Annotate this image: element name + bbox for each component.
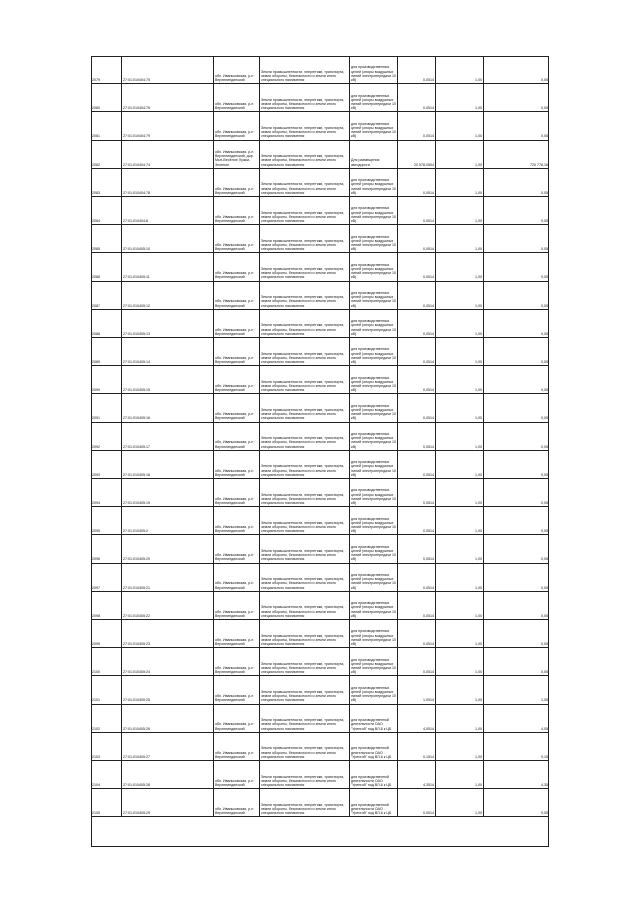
- land-category: Земли промышленности, энергетики, транспорта, земли обороны, безопасности и земли иного специального назначения: [259, 507, 349, 534]
- total-value: 0,05: [483, 507, 549, 534]
- coefficient-value: 1,00: [435, 366, 483, 393]
- area-value: 0,1514: [397, 733, 435, 760]
- table-row: [91, 564, 549, 592]
- row-number: 2092: [92, 444, 100, 449]
- address: обл. Иваньковская, р-н Верхнеиндинский: [213, 197, 259, 224]
- total-value: 0,05: [483, 394, 549, 421]
- cadastral-number: 27:01:010405:24: [121, 648, 213, 675]
- land-category: Земли промышленности, энергетики, транспорта, земли обороны, безопасности и земли иного специального назначения: [259, 648, 349, 675]
- row-number: 2105: [92, 811, 100, 816]
- row-number: 2104: [92, 782, 100, 787]
- permitted-use: для производственных целей (опоры воздушных линий электропередачи 10 кВ): [349, 648, 397, 675]
- table-row: [91, 197, 549, 225]
- row-number: 2091: [92, 416, 100, 421]
- total-value: 0,05: [483, 112, 549, 139]
- permitted-use: для производственных целей (опоры воздушных линий электропередачи 10 кВ): [349, 564, 397, 591]
- land-category: Земли промышленности, энергетики, транспорта, земли обороны, безопасности и земли иного специального назначения: [259, 592, 349, 619]
- coefficient-value: 1,00: [435, 56, 483, 83]
- permitted-use: для производственных целей (опоры воздушных линий электропередачи 10 кВ): [349, 592, 397, 619]
- total-value: 0,15: [483, 733, 549, 760]
- table-row: [91, 366, 549, 394]
- permitted-use: для производственных целей (опоры воздушных линий электропередачи 10 кВ): [349, 197, 397, 224]
- coefficient-value: 1,00: [435, 451, 483, 478]
- row-number: 2082: [92, 162, 100, 167]
- permitted-use: для производственной деятельности ОАО "Уренгой" под ВЛ-6 к ЦБ: [349, 789, 397, 816]
- coefficient-value: 1,00: [435, 394, 483, 421]
- land-category: Земли промышленности, энергетики, транспорта, земли обороны, безопасности и земли иного специального назначения: [259, 789, 349, 816]
- coefficient-value: 1,00: [435, 169, 483, 196]
- row-number: 2090: [92, 388, 100, 393]
- cadastral-number: 27:01:010404:75: [121, 56, 213, 83]
- row-number: 2088: [92, 331, 100, 336]
- land-category: Земли промышленности, энергетики, транспорта, земли обороны, безопасности и земли иного специального назначения: [259, 56, 349, 83]
- table-row: [91, 423, 549, 451]
- coefficient-value: 1,00: [435, 282, 483, 309]
- total-value: 0,05: [483, 310, 549, 337]
- land-category: Земли промышленности, энергетики, транспорта, земли обороны, безопасности и земли иного специального назначения: [259, 564, 349, 591]
- permitted-use: для производственных целей (опоры воздушных линий электропередачи 10 кВ): [349, 479, 397, 506]
- area-value: 0,0514: [397, 84, 435, 111]
- cadastral-number: 27:01:010405:10: [121, 225, 213, 252]
- area-value: 0,0514: [397, 366, 435, 393]
- land-category: Земли промышленности, энергетики, транспорта, земли обороны, безопасности и земли иного специального назначения: [259, 225, 349, 252]
- total-value: 0,05: [483, 451, 549, 478]
- table-row: [91, 648, 549, 676]
- address: обл. Иваньковская, р-н Верхнеиндинский: [213, 282, 259, 309]
- area-value: 0,0514: [397, 479, 435, 506]
- cadastral-number: 27:01:010405:16: [121, 394, 213, 421]
- land-category: Земли промышленности, энергетики, транспорта, земли обороны, безопасности и земли иного специального назначения: [259, 479, 349, 506]
- row-number: 2094: [92, 500, 100, 505]
- address: обл. Иваньковская, р-н Верхнеиндинский: [213, 648, 259, 675]
- address: обл. Иваньковская, р-н Верхнеиндинский: [213, 507, 259, 534]
- total-value: 0,05: [483, 564, 549, 591]
- total-value: 0,05: [483, 84, 549, 111]
- total-value: 0,05: [483, 197, 549, 224]
- total-value: 4,05: [483, 705, 549, 732]
- area-value: 0,0514: [397, 564, 435, 591]
- area-value: 0,0514: [397, 592, 435, 619]
- permitted-use: для производственных целей (опоры воздушных линий электропередачи 10 кВ): [349, 535, 397, 562]
- cadastral-number: 27:01:010405:11: [121, 253, 213, 280]
- total-value: 0,05: [483, 56, 549, 83]
- cadastral-number: 27:01:010405:19: [121, 479, 213, 506]
- address: обл. Иваньковская, р-н Верхнеиндинский: [213, 451, 259, 478]
- address: обл. Иваньковская, р-н Верхнеиндинский: [213, 253, 259, 280]
- coefficient-value: 1,00: [435, 84, 483, 111]
- row-number: 2096: [92, 557, 100, 562]
- area-value: 0,0514: [397, 789, 435, 816]
- row-number: 2085: [92, 247, 100, 252]
- cadastral-number: 27:01:010404:8: [121, 197, 213, 224]
- address: обл. Иваньковская, р-н Верхнеиндинский: [213, 676, 259, 703]
- address: обл. Иваньковская, р-н Верхнеиндинский: [213, 56, 259, 83]
- cadastral-number: 27:01:010405:25: [121, 676, 213, 703]
- row-number: 2098: [92, 613, 100, 618]
- address: обл. Иваньковская, р-н Верхнеиндинский: [213, 225, 259, 252]
- address: обл. Иваньковская, р-н Верхнеиндинский: [213, 84, 259, 111]
- address: обл. Иваньковская, р-н Верхнеиндинский: [213, 310, 259, 337]
- land-category: Земли промышленности, энергетики, транспорта, земли обороны, безопасности и земли иного специального назначения: [259, 676, 349, 703]
- permitted-use: для производственных целей (опоры воздушных линий электропередачи 10 кВ): [349, 282, 397, 309]
- permitted-use: для производственной деятельности ОАО "Уренгой" под ВЛ-6 к ЦБ: [349, 761, 397, 788]
- table-row: [91, 676, 549, 704]
- land-category: Земли промышленности, энергетики, транспорта, земли обороны, безопасности и земли иного специального назначения: [259, 84, 349, 111]
- area-value: 0,0514: [397, 535, 435, 562]
- cadastral-number: 27:01:010405:26: [121, 705, 213, 732]
- area-value: 1,0514: [397, 676, 435, 703]
- row-number: 2079: [92, 77, 100, 82]
- table-row: [91, 310, 549, 338]
- total-value: 0,05: [483, 479, 549, 506]
- table-row: [91, 225, 549, 253]
- table-row: [91, 789, 549, 817]
- coefficient-value: 1,00: [435, 479, 483, 506]
- coefficient-value: 1,00: [435, 310, 483, 337]
- row-number: 2100: [92, 670, 100, 675]
- permitted-use: для производственных целей (опоры воздушных линий электропередачи 10 кВ): [349, 394, 397, 421]
- cadastral-number: 27:01:010405:20: [121, 535, 213, 562]
- cadastral-number: 27:01:010405:12: [121, 282, 213, 309]
- address: обл. Иваньковская, р-н Верхнеиндинский: [213, 423, 259, 450]
- total-value: 0,05: [483, 338, 549, 365]
- row-number: 2102: [92, 726, 100, 731]
- coefficient-value: 1,00: [435, 733, 483, 760]
- permitted-use: для производственных целей (опоры воздушных линий электропередачи 10 кВ): [349, 253, 397, 280]
- total-value: 0,05: [483, 225, 549, 252]
- table-row: [91, 282, 549, 310]
- cadastral-number: 27:01:010405:2: [121, 507, 213, 534]
- land-category: Земли промышленности, энергетики, транспорта, земли обороны, безопасности и земли иного специального назначения: [259, 423, 349, 450]
- address: обл. Иваньковская, р-н Верхнеиндинский: [213, 592, 259, 619]
- land-category: Земли промышленности, энергетики, транспорта, земли обороны, безопасности и земли иного специального назначения: [259, 282, 349, 309]
- land-category: Земли промышленности, энергетики, транспорта, земли обороны, безопасности и земли иного специального назначения: [259, 169, 349, 196]
- total-value: 0,05: [483, 253, 549, 280]
- area-value: 0,0514: [397, 507, 435, 534]
- coefficient-value: 1,00: [435, 676, 483, 703]
- coefficient-value: 1,00: [435, 592, 483, 619]
- permitted-use: для производственных целей (опоры воздушных линий электропередачи 10 кВ): [349, 169, 397, 196]
- total-value: 1,05: [483, 676, 549, 703]
- row-number: 2080: [92, 106, 100, 111]
- table-row: [91, 338, 549, 366]
- area-value: 0,0514: [397, 423, 435, 450]
- permitted-use: для производственных целей (опоры воздушных линий электропередачи 10 кВ): [349, 620, 397, 647]
- cadastral-number: 27:01:010405:14: [121, 338, 213, 365]
- address: обл. Иваньковская, р-н Верхнеиндинский: [213, 169, 259, 196]
- permitted-use: для производственной деятельности ОАО "Уренгой" под ВЛ-6 к ЦБ: [349, 705, 397, 732]
- coefficient-value: 1,00: [435, 564, 483, 591]
- table-row: [91, 761, 549, 789]
- cadastral-number: 27:01:010405:18: [121, 451, 213, 478]
- cadastral-number: 27:01:010405:29: [121, 789, 213, 816]
- cadastral-number: 27:01:010405:17: [121, 423, 213, 450]
- total-value: 0,05: [483, 789, 549, 816]
- area-value: 0,0514: [397, 56, 435, 83]
- total-value: 0,05: [483, 423, 549, 450]
- row-number: 2084: [92, 218, 100, 223]
- total-value: 0,05: [483, 169, 549, 196]
- table-row: [91, 141, 549, 169]
- land-category: Земли промышленности, энергетики, транспорта, земли обороны, безопасности и земли иного специального назначения: [259, 197, 349, 224]
- area-value: 0,0514: [397, 282, 435, 309]
- row-number: 2101: [92, 698, 100, 703]
- row-number: 2086: [92, 275, 100, 280]
- coefficient-value: 1,00: [435, 535, 483, 562]
- permitted-use: для производственных целей (опоры воздушных линий электропередачи 10 кВ): [349, 451, 397, 478]
- cadastral-number: 27:01:010405:21: [121, 564, 213, 591]
- coefficient-value: 1,00: [435, 253, 483, 280]
- table-row: [91, 253, 549, 281]
- coefficient-value: 1,00: [435, 225, 483, 252]
- permitted-use: для производственных целей (опоры воздушных линий электропередачи 10 кВ): [349, 676, 397, 703]
- address: обл. Иваньковская, р-н Верхнеиндинский: [213, 789, 259, 816]
- area-value: 0,0514: [397, 253, 435, 280]
- coefficient-value: 1,00: [435, 141, 483, 168]
- cadastral-number: 27:01:010405:15: [121, 366, 213, 393]
- area-value: 20 578,0504: [397, 141, 435, 168]
- permitted-use: для производственной деятельности ОАО "Уренгой" под ВЛ-6 к ЦБ: [349, 733, 397, 760]
- permitted-use: для производственных целей (опоры воздушных линий электропередачи 10 кВ): [349, 310, 397, 337]
- address: обл. Иваньковская, р-н Верхнеиндинский: [213, 112, 259, 139]
- total-value: 4,35: [483, 761, 549, 788]
- coefficient-value: 1,00: [435, 507, 483, 534]
- total-value: 0,05: [483, 282, 549, 309]
- table-row: [91, 84, 549, 112]
- area-value: 0,0514: [397, 310, 435, 337]
- table-row: [91, 705, 549, 733]
- area-value: 0,0514: [397, 338, 435, 365]
- address: обл. Иваньковская, р-н Верхнеиндинский: [213, 338, 259, 365]
- area-value: 0,0514: [397, 197, 435, 224]
- area-value: 4,3514: [397, 761, 435, 788]
- cadastral-number: 27:01:010405:22: [121, 592, 213, 619]
- table-row: [91, 451, 549, 479]
- total-value: 0,05: [483, 366, 549, 393]
- table-row: [91, 733, 549, 761]
- coefficient-value: 1,00: [435, 338, 483, 365]
- land-category: Земли промышленности, энергетики, транспорта, земли обороны, безопасности и земли иного специального назначения: [259, 733, 349, 760]
- row-number: 2095: [92, 529, 100, 534]
- table-row: [91, 169, 549, 197]
- coefficient-value: 1,00: [435, 112, 483, 139]
- coefficient-value: 1,00: [435, 197, 483, 224]
- address: обл. Иваньковская, р-н Верхнеиндинский: [213, 733, 259, 760]
- row-number: 2087: [92, 303, 100, 308]
- coefficient-value: 1,00: [435, 620, 483, 647]
- address: обл. Иваньковская, р-н Верхнеиндинский: [213, 535, 259, 562]
- land-category: Земли промышленности, энергетики, транспорта, земли обороны, безопасности и земли иного специального назначения: [259, 338, 349, 365]
- total-value: 720 778,16: [483, 141, 549, 168]
- land-category: Земли промышленности, энергетики, транспорта, земли обороны, безопасности и земли иного специального назначения: [259, 761, 349, 788]
- row-number: 2093: [92, 472, 100, 477]
- land-category: Земли промышленности, энергетики, транспорта, земли обороны, безопасности и земли иного специального назначения: [259, 141, 349, 168]
- total-value: 0,05: [483, 535, 549, 562]
- table-row: [91, 394, 549, 422]
- table-row: [91, 592, 549, 620]
- permitted-use: для производственных целей (опоры воздушных линий электропередачи 10 кВ): [349, 366, 397, 393]
- permitted-use: для производственных целей (опоры воздушных линий электропередачи 10 кВ): [349, 84, 397, 111]
- cadastral-number: 27:01:010405:13: [121, 310, 213, 337]
- coefficient-value: 1,00: [435, 423, 483, 450]
- area-value: 0,0514: [397, 394, 435, 421]
- address: обл. Иваньковская, р-н Верхнеиндинский: [213, 564, 259, 591]
- total-value: 0,05: [483, 620, 549, 647]
- permitted-use: для производственных целей (опоры воздушных линий электропередачи 10 кВ): [349, 338, 397, 365]
- address: обл. Иваньковская, р-н Верхнеиндинский: [213, 761, 259, 788]
- cadastral-number: 27:01:010405:27: [121, 733, 213, 760]
- permitted-use: для производственных целей (опоры воздушных линий электропередачи 10 кВ): [349, 507, 397, 534]
- cadastral-number: 27:01:010404:74: [121, 141, 213, 168]
- table-row: [91, 535, 549, 563]
- area-value: 0,0514: [397, 225, 435, 252]
- row-number: 2083: [92, 190, 100, 195]
- land-category: Земли промышленности, энергетики, транспорта, земли обороны, безопасности и земли иного специального назначения: [259, 705, 349, 732]
- table-row: [91, 479, 549, 507]
- table-row: [91, 56, 549, 84]
- area-value: 0,0514: [397, 451, 435, 478]
- land-category: Земли промышленности, энергетики, транспорта, земли обороны, безопасности и земли иного специального назначения: [259, 253, 349, 280]
- land-category: Земли промышленности, энергетики, транспорта, земли обороны, безопасности и земли иного специального назначения: [259, 366, 349, 393]
- area-value: 0,0514: [397, 620, 435, 647]
- permitted-use: для производственных целей (опоры воздушных линий электропередачи 10 кВ): [349, 56, 397, 83]
- cadastral-number: 27:01:010405:23: [121, 620, 213, 647]
- total-value: 0,05: [483, 592, 549, 619]
- permitted-use: для производственных целей (опоры воздушных линий электропередачи 10 кВ): [349, 225, 397, 252]
- address: обл. Иваньковская, р-н Верхнеиндинский: [213, 620, 259, 647]
- land-category: Земли промышленности, энергетики, транспорта, земли обороны, безопасности и земли иного специального назначения: [259, 310, 349, 337]
- cadastral-number: 27:01:010404:79: [121, 112, 213, 139]
- land-category: Земли промышленности, энергетики, транспорта, земли обороны, безопасности и земли иного специального назначения: [259, 535, 349, 562]
- permitted-use: для производственных целей (опоры воздушных линий электропередачи 10 кВ): [349, 112, 397, 139]
- land-category: Земли промышленности, энергетики, транспорта, земли обороны, безопасности и земли иного специального назначения: [259, 112, 349, 139]
- area-value: 0,0514: [397, 112, 435, 139]
- permitted-use: для производственных целей (опоры воздушных линий электропередачи 10 кВ): [349, 423, 397, 450]
- address: обл. Иваньковская, р-н Верхнеиндинский: [213, 394, 259, 421]
- address: обл. Иваньковская, р-н Верхнеиндинский: [213, 366, 259, 393]
- land-category: Земли промышленности, энергетики, транспорта, земли обороны, безопасности и земли иного специального назначения: [259, 451, 349, 478]
- coefficient-value: 1,00: [435, 761, 483, 788]
- row-number: 2081: [92, 134, 100, 139]
- coefficient-value: 1,00: [435, 789, 483, 816]
- address: обл. Иваньковская, р-н Верхнеиндинский, дор. Мыт-Весёлое Лужки-Зеленое: [213, 141, 259, 168]
- area-value: 4,0514: [397, 705, 435, 732]
- area-value: 0,0514: [397, 169, 435, 196]
- cadastral-number: 27:01:010404:78: [121, 169, 213, 196]
- row-number: 2103: [92, 754, 100, 759]
- row-number: 2097: [92, 585, 100, 590]
- address: обл. Иваньковская, р-н Верхнеиндинский: [213, 479, 259, 506]
- coefficient-value: 1,00: [435, 705, 483, 732]
- table-row: [91, 620, 549, 648]
- cadastral-number: 27:01:010405:28: [121, 761, 213, 788]
- table-row: [91, 507, 549, 535]
- permitted-use: Для размещения автодороги: [349, 141, 397, 168]
- cadastral-number: 27:01:010404:76: [121, 84, 213, 111]
- land-category: Земли промышленности, энергетики, транспорта, земли обороны, безопасности и земли иного специального назначения: [259, 620, 349, 647]
- address: обл. Иваньковская, р-н Верхнеиндинский: [213, 705, 259, 732]
- total-value: 0,05: [483, 648, 549, 675]
- row-number: 2089: [92, 359, 100, 364]
- coefficient-value: 1,00: [435, 648, 483, 675]
- land-category: Земли промышленности, энергетики, транспорта, земли обороны, безопасности и земли иного специального назначения: [259, 394, 349, 421]
- area-value: 0,0514: [397, 648, 435, 675]
- row-number: 2099: [92, 641, 100, 646]
- table-row: [91, 112, 549, 140]
